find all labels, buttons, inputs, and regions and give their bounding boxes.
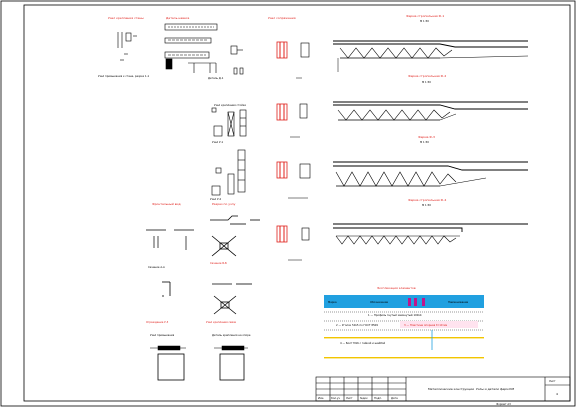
stamp-title: Металлические конструкции xyxy=(428,387,475,391)
legend-row-3: 3 — Пластина опорная t=10 мм xyxy=(404,324,448,327)
header-canopy: Деталь навеса xyxy=(166,16,190,20)
caption-section-bb: Сечение Б-Б xyxy=(210,262,227,265)
legend-yellow-line-2 xyxy=(324,357,484,358)
header-section: Разрез по узлу xyxy=(212,202,236,206)
caption-detail-d1: Деталь Д-1 xyxy=(208,77,224,80)
legend-col-b: Обозначение xyxy=(370,301,388,304)
node-u2-drawing xyxy=(212,150,245,195)
drawing-frame xyxy=(24,5,570,401)
stand-node-drawing xyxy=(212,108,246,136)
caption-wall-section: Узел примыкания к стене, разрез 1-1 xyxy=(98,75,150,78)
stamp-col-4: №док xyxy=(360,397,368,400)
truss-3-web xyxy=(336,172,456,186)
legend-row-4: 4 — Болт М16 с гайкой и шайбой xyxy=(340,342,386,345)
truss-1-title: Ферма стропильная Ф-1 xyxy=(406,14,445,18)
legend-row-1: 1 — Профиль гнутый замкнутый 100x4 xyxy=(368,314,422,317)
railing-drawing xyxy=(162,282,170,296)
caption-node-u2: Узел У-2 xyxy=(210,198,222,201)
header-front-view: Фронтальный вид xyxy=(152,202,181,206)
caption-support-left: Узел примыкания xyxy=(150,334,175,337)
stamp-format: Формат А3 xyxy=(496,403,511,406)
caption-support-right: Деталь крепления на опоре xyxy=(212,334,251,337)
truss-3-scale: М 1:50 xyxy=(420,141,429,144)
junction-1 xyxy=(277,42,309,78)
caption-node-u1: Узел У-1 xyxy=(212,141,224,144)
truss-2-scale: М 1:50 xyxy=(422,81,431,84)
truss-3 xyxy=(333,135,528,186)
stamp-col-3: Лист xyxy=(346,397,353,400)
truss-4-web xyxy=(336,236,456,244)
truss-2-title: Ферма стропильная Ф-2 xyxy=(408,74,447,78)
brace-node-drawing xyxy=(212,284,252,314)
caption-brace-node: Узел крепления связи xyxy=(206,321,237,324)
junction-drawings xyxy=(277,42,310,260)
legend-table xyxy=(324,286,484,358)
stamp-sheet-label: Лист xyxy=(549,380,556,383)
stamp-sheet-number: 4 xyxy=(556,392,558,396)
legend-row-2: 2 — Уголок 50x5 по ГОСТ 8509 xyxy=(336,324,378,327)
caption-section-aa: Сечение А-А xyxy=(148,266,165,269)
stamp-col-5: Подп. xyxy=(374,397,382,400)
truss-1 xyxy=(333,14,528,72)
truss-2-web xyxy=(338,110,450,120)
truss-3-title: Ферма Ф-3 xyxy=(418,135,435,139)
support-right-drawing xyxy=(214,346,248,380)
legend-col-c: Наименование xyxy=(448,301,469,304)
node-a-drawing xyxy=(231,46,243,74)
truss-1-scale: М 1:50 xyxy=(420,20,429,23)
sheet-border xyxy=(1,1,575,406)
legend-title: Экспликация элементов xyxy=(377,286,416,290)
stamp-col-6: Дата xyxy=(391,397,398,400)
junction-2 xyxy=(277,104,307,137)
section-aa-drawing xyxy=(146,230,194,250)
junction-4 xyxy=(277,226,309,260)
stamp-col-1: Изм. xyxy=(318,397,325,400)
stamp-col-2: Кол.уч xyxy=(331,397,340,400)
truss-4-title: Ферма стропильная Ф-4 xyxy=(408,198,447,202)
legend-yellow-line-1 xyxy=(324,337,484,338)
truss-4 xyxy=(333,198,528,244)
wall-node-drawing xyxy=(118,32,137,60)
legend-markers xyxy=(408,298,425,306)
header-junction: Узел сопряжения xyxy=(268,16,296,20)
header-wall-node: Узел крепления стены xyxy=(108,16,144,20)
caption-stand: Узел крепления стойки xyxy=(214,104,247,107)
canopy-detail-drawing xyxy=(165,24,217,73)
caption-railing: Ограждение У-3 xyxy=(146,321,169,324)
truss-1-web xyxy=(340,48,452,58)
truss-2 xyxy=(333,74,528,120)
legend-col-a: Марка xyxy=(328,301,337,304)
stamp-sheet-name: Узлы и детали ферм КМ xyxy=(476,387,515,391)
support-left-drawing xyxy=(150,346,186,380)
bracing-cross-drawing xyxy=(210,216,260,256)
junction-3 xyxy=(277,162,310,198)
truss-4-scale: М 1:50 xyxy=(422,204,431,207)
